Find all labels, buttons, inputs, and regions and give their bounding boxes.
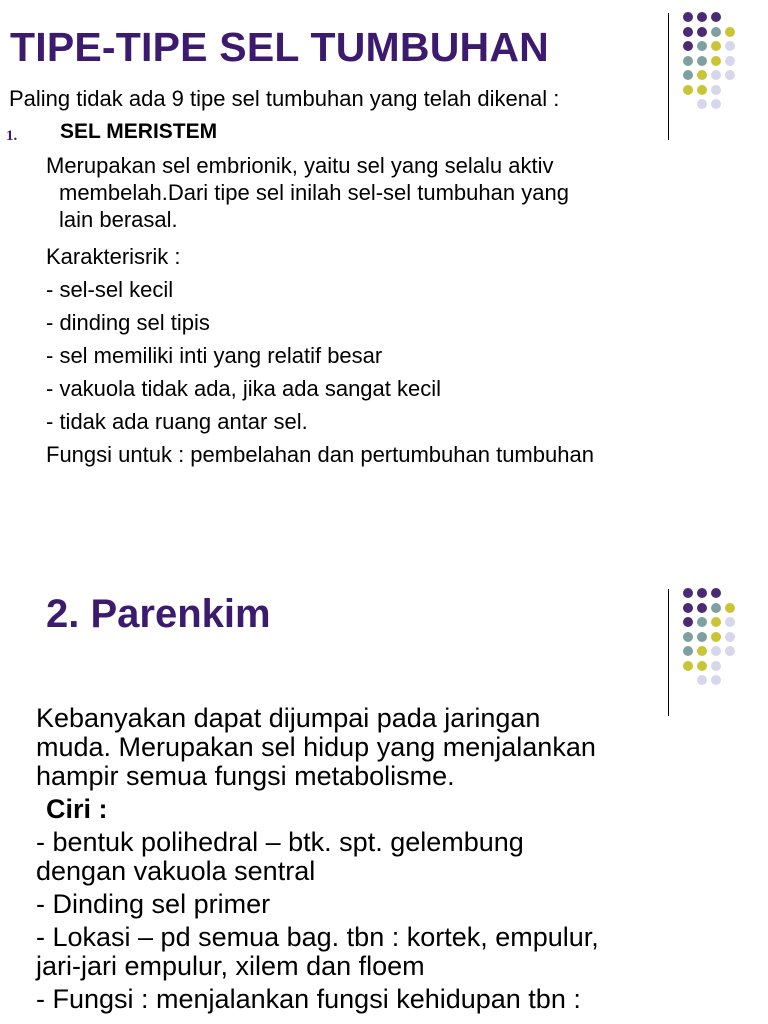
body-line: hampir semua fungsi metabolisme. — [36, 761, 455, 791]
decorative-dot — [697, 27, 707, 37]
decorative-dot — [683, 661, 693, 671]
description-line: lain berasal. — [59, 207, 178, 232]
description-line: membelah.Dari tipe sel inilah sel-sel tumbuhan yang — [59, 180, 569, 205]
decorative-dot — [683, 588, 693, 598]
decorative-dot — [725, 41, 735, 51]
decorative-dot — [725, 70, 735, 80]
decorative-dot — [725, 27, 735, 37]
characteristics-list — [46, 240, 594, 471]
decorative-dot — [711, 99, 721, 109]
decorative-dot — [697, 675, 707, 685]
decorative-dot — [683, 41, 693, 51]
decorative-dot — [711, 646, 721, 656]
decorative-dot — [697, 603, 707, 613]
decorative-dot — [683, 12, 693, 22]
decorative-dot — [697, 617, 707, 627]
decorative-dot — [711, 85, 721, 95]
intro-text: Paling tidak ada 9 tipe sel tumbuhan yang telah dikenal : — [9, 86, 560, 111]
decorative-dot — [711, 617, 721, 627]
decorative-dot — [725, 56, 735, 66]
decorative-dot — [711, 27, 721, 37]
decorative-dot — [683, 603, 693, 613]
decorative-dot — [697, 12, 707, 22]
ciri-heading: Ciri : — [46, 794, 108, 824]
body-line: - Lokasi – pd semua bag. tbn : kortek, empulur, — [36, 922, 599, 952]
decorative-dot — [711, 41, 721, 51]
slide-1 — [0, 0, 768, 500]
decorative-dot — [697, 632, 707, 642]
decorative-dot — [683, 632, 693, 642]
list-item: Karakterisrik : — [46, 244, 181, 269]
decorative-dot — [697, 85, 707, 95]
body-line: muda. Merupakan sel hidup yang menjalankan — [36, 732, 596, 762]
decorative-dot — [725, 632, 735, 642]
list-number: 1. — [6, 128, 18, 144]
decorative-dot — [683, 646, 693, 656]
decorative-dot — [683, 85, 693, 95]
list-item: Fungsi untuk : pembelahan dan pertumbuhan tumbuhan — [46, 442, 594, 467]
decorative-dot — [683, 617, 693, 627]
decorative-dot — [683, 27, 693, 37]
decorative-dot — [711, 56, 721, 66]
decorative-dot — [711, 12, 721, 22]
decorative-dot — [697, 70, 707, 80]
decorative-dot — [711, 675, 721, 685]
decorative-dot — [697, 56, 707, 66]
decorative-dot — [711, 661, 721, 671]
decorative-dot — [711, 588, 721, 598]
list-item: - vakuola tidak ada, jika ada sangat kecil — [46, 376, 442, 401]
decorative-dot — [697, 588, 707, 598]
description-line: Merupakan sel embrionik, yaitu sel yang selalu aktiv — [46, 153, 554, 178]
page-title: TIPE-TIPE SEL TUMBUHAN — [10, 24, 549, 70]
body-line: - bentuk polihedral – btk. spt. gelembung — [36, 827, 524, 857]
description — [46, 152, 686, 233]
body-line: - Dinding sel primer — [36, 889, 271, 919]
decorative-dot — [697, 99, 707, 109]
body-line: Kebanyakan dapat dijumpai pada jaringan — [36, 703, 541, 733]
slide-title: 2. Parenkim — [46, 592, 271, 636]
decorative-dot — [725, 603, 735, 613]
decorative-dot — [711, 603, 721, 613]
section-heading: SEL MERISTEM — [60, 120, 218, 143]
body-line: - Fungsi : menjalankan fungsi kehidupan tbn : — [36, 984, 581, 1014]
slide-body — [36, 704, 736, 1014]
divider-line — [668, 13, 669, 140]
decorative-dot — [697, 661, 707, 671]
list-item: - sel-sel kecil — [46, 277, 174, 302]
decorative-dot — [697, 41, 707, 51]
list-item: - sel memiliki inti yang relatif besar — [46, 343, 383, 368]
slide-2 — [0, 576, 768, 1024]
body-line: dengan vakuola sentral — [36, 856, 316, 886]
decorative-dot — [725, 646, 735, 656]
decorative-dot — [683, 56, 693, 66]
decorative-dot — [683, 70, 693, 80]
list-item: - tidak ada ruang antar sel. — [46, 409, 308, 434]
decorative-dot — [711, 632, 721, 642]
divider-line — [668, 589, 669, 716]
list-item: - dinding sel tipis — [46, 310, 210, 335]
decorative-dot — [697, 646, 707, 656]
body-line: jari-jari empulur, xilem dan floem — [36, 951, 425, 981]
decorative-dot — [725, 617, 735, 627]
decorative-dot — [711, 70, 721, 80]
